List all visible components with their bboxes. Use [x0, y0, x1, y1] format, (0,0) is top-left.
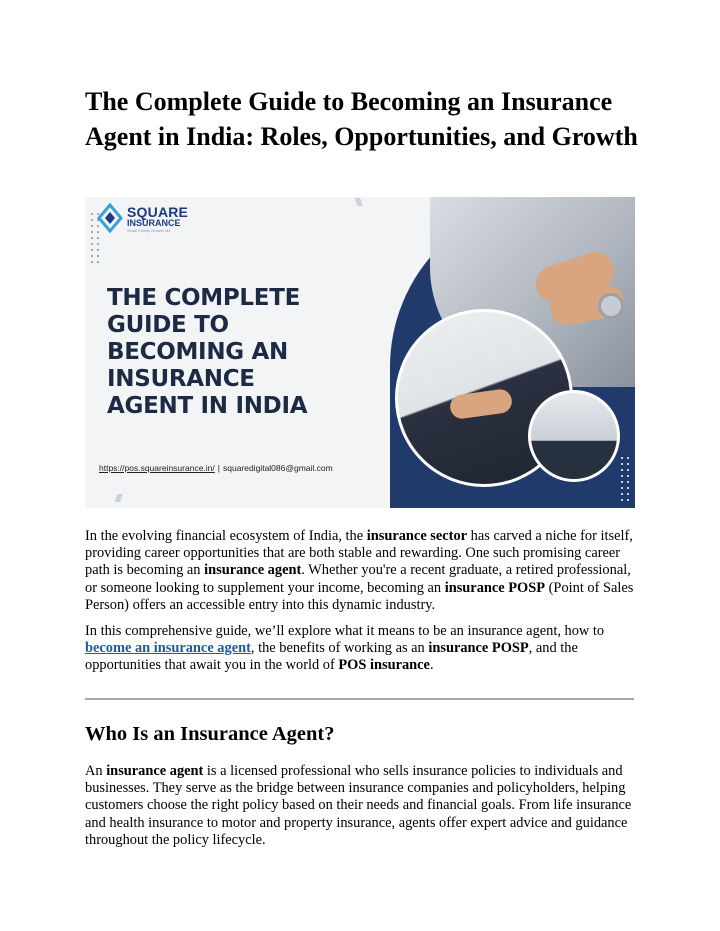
section-paragraph: An insurance agent is a licensed professional who sells insurance policies to individuals and businesses. They serve as the bridge between insurance companies and policyholders, helping customers choose the right policy based on their needs and financial goals. From life insurance and health insurance to motor and property insurance, agents offer expert advice and guidance throughout the policy lifecycle. — [85, 763, 632, 848]
handshake-icon — [449, 388, 514, 420]
logo-tagline: Small Family Growth Me — [127, 228, 171, 233]
logo-sub-text: INSURANCE — [127, 218, 181, 228]
banner-headline-line: AGENT IN INDIA — [107, 393, 308, 419]
chevron-decoration-bottom: //// — [115, 493, 121, 504]
become-agent-link[interactable]: become an insurance agent — [85, 640, 251, 657]
logo-mark-icon — [97, 203, 123, 233]
banner-headline — [107, 285, 387, 420]
chevron-decoration-top: \\\\ — [355, 197, 361, 208]
watch-icon — [598, 293, 624, 319]
horizontal-divider — [85, 698, 634, 700]
page-title: The Complete Guide to Becoming an Insurance Agent in India: Roles, Opportunities, and Growth — [85, 87, 638, 151]
hero-banner-image — [85, 197, 635, 508]
banner-headline-line: THE COMPLETE — [107, 285, 301, 311]
guide-overview-paragraph: In this comprehensive guide, we’ll explore what it means to be an insurance agent, how to become an insurance agent, the benefits of working as an insurance POSP, and the opportunities that await you in the world of POS insurance. — [85, 623, 605, 674]
banner-headline-line: GUIDE TO — [107, 312, 229, 338]
banner-website: https://pos.squareinsurance.in/ — [99, 463, 215, 473]
square-insurance-logo — [97, 201, 207, 235]
intro-paragraph: In the evolving financial ecosystem of India, the insurance sector has carved a niche for itself, providing career opportunities that are both stable and rewarding. One such promising career path is becoming an insurance agent. Whether you're a recent graduate, a retired professional, or someone looking to supplement your income, becoming an insurance POSP (Point of Sales Person) offers an accessible entry into this dynamic industry. — [85, 528, 634, 613]
team-meeting-photo — [528, 390, 620, 482]
decorative-dots — [619, 455, 631, 503]
banner-headline-line: INSURANCE — [107, 366, 255, 392]
section-heading: Who Is an Insurance Agent? — [85, 723, 335, 745]
banner-separator: | — [217, 463, 220, 473]
banner-contact-line — [99, 463, 333, 473]
banner-email: squaredigital086@gmail.com — [222, 463, 333, 473]
logo-brand-text: SQUARE — [127, 204, 189, 220]
banner-headline-line: BECOMING AN — [107, 339, 289, 365]
